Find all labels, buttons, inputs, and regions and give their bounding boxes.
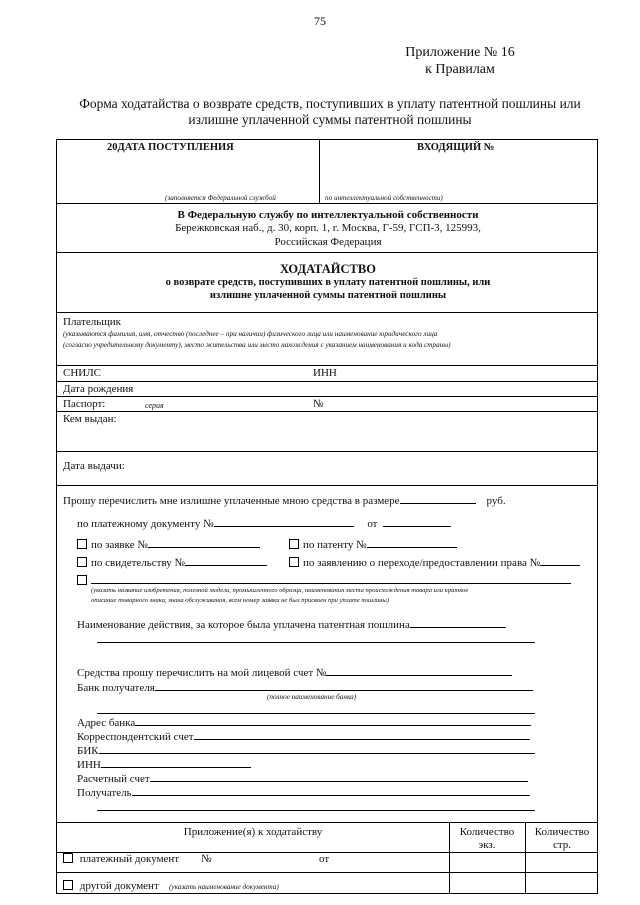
pages-head-2: стр.: [552, 839, 572, 851]
option-application: [77, 536, 260, 551]
corr-account-field[interactable]: [194, 728, 530, 740]
option-certificate: [77, 554, 267, 569]
settlement-account-field[interactable]: [150, 770, 528, 782]
passport-label: Паспорт:: [63, 398, 106, 410]
attachment-other-label: другой документ: [79, 880, 159, 892]
payer-label: Плательщик: [63, 316, 121, 328]
passport-series-label: серия: [145, 401, 164, 410]
snils-line: [57, 381, 597, 382]
action-label: Наименование действия, за которое была уплачена патентная пошлина: [77, 619, 410, 631]
attachment-payment-no: №: [201, 853, 212, 865]
passport-number-label: №: [313, 398, 324, 410]
appendix-line1: Приложение № 16: [405, 45, 515, 60]
issue-date-line: [57, 485, 597, 486]
issued-by-line: [57, 451, 597, 452]
petition-title: ХОДАТАЙСТВО: [280, 262, 376, 276]
header-note-left: (заполняется Федеральной службой: [165, 194, 276, 202]
attachment-other-hint: (указать наименование документа): [169, 883, 279, 891]
header-bottom-line: [57, 203, 597, 204]
form-title: [60, 96, 600, 128]
payment-doc-label: по платежному документу №: [77, 518, 214, 530]
payer-hint-2: (согласно учредительному документу), место жительства или место нахождения с указанием наименования и кода страны): [63, 341, 451, 349]
appendix-line2: к Правилам: [425, 62, 495, 77]
recipient-line: [77, 784, 530, 799]
attachments-row-line: [57, 872, 597, 873]
corr-account-line: [77, 728, 530, 743]
payment-doc-line: [77, 515, 451, 530]
option-transfer-label: по заявлению о переходе/предоставлении права №: [303, 557, 541, 569]
application-checkbox[interactable]: [77, 539, 87, 549]
request-text: Прошу перечислить мне излишне уплаченные мною средства в размере: [63, 495, 400, 507]
addressee-line3: Российская Федерация: [274, 236, 382, 248]
amount-field[interactable]: [400, 492, 476, 504]
option-transfer: [289, 554, 580, 569]
form-title-line1: Форма ходатайства о возврате средств, поступивших в уплату патентной пошлины или: [79, 96, 581, 111]
certificate-checkbox[interactable]: [77, 557, 87, 567]
snils-label: СНИЛС: [63, 367, 102, 379]
copies-head-1: Количество: [459, 826, 515, 838]
bik-field[interactable]: [99, 742, 535, 754]
other-hint-1: (указать название изобретения, полезной модели, промышленного образца, наименования места происхождения товара или краткое: [91, 587, 469, 594]
bank-address-line: [77, 714, 531, 729]
bank-inn-line: [77, 756, 251, 771]
copies-head-2: экз.: [478, 839, 496, 851]
settlement-account-label: Расчетный счет: [77, 773, 150, 785]
bik-label: БИК: [77, 745, 99, 757]
header-divider: [319, 140, 320, 203]
recipient-field[interactable]: [132, 784, 530, 796]
action-field-line2[interactable]: [97, 642, 535, 643]
bank-name-field[interactable]: [155, 679, 533, 691]
option-other: [77, 572, 571, 587]
other-hint-2: описание товарного знака, знака обслуживания, всем номер заявки не был присвоен при уплате пошлины): [91, 597, 390, 604]
rub-label: руб.: [486, 495, 506, 507]
pages-head-1: Количество: [534, 826, 590, 838]
inn-label: ИНН: [313, 367, 337, 379]
attachments-top-line: [57, 822, 597, 823]
attachments-head: Приложение(я) к ходатайству: [183, 826, 323, 838]
option-patent-label: по патенту №: [303, 539, 367, 551]
bank-name-label: Банк получателя: [77, 682, 155, 694]
other-checkbox[interactable]: [77, 575, 87, 585]
attachment-payment-label: платежный документ: [79, 853, 180, 865]
petition-bottom-line: [57, 312, 597, 313]
petition-line2: излишне уплаченной суммы патентной пошлины: [209, 290, 447, 301]
header-note-right: по интеллектуальной собственности): [325, 194, 443, 202]
issue-date-label: Дата выдачи:: [63, 460, 125, 472]
bank-address-field[interactable]: [135, 714, 531, 726]
bank-name-line: [77, 679, 533, 694]
appendix-heading: [380, 44, 540, 78]
transfer-number-field[interactable]: [540, 554, 580, 566]
patent-checkbox[interactable]: [289, 539, 299, 549]
payer-hint-1: (указываются фамилия, имя, отчество (последнее – при наличии) физического лица или наименование юридического лица: [63, 330, 438, 338]
corr-account-label: Корреспондентский счет: [77, 731, 194, 743]
request-line: [63, 492, 506, 507]
application-number-field[interactable]: [148, 536, 260, 548]
option-application-label: по заявке №: [91, 539, 148, 551]
petition-line1: о возврате средств, поступивших в уплату патентной пошлины, или: [165, 277, 491, 288]
incoming-number-label: ВХОДЯЩИЙ №: [417, 142, 495, 153]
payment-doc-field[interactable]: [214, 515, 354, 527]
action-field[interactable]: [410, 616, 506, 628]
option-certificate-label: по свидетельству №: [91, 557, 186, 569]
patent-number-field[interactable]: [367, 536, 457, 548]
account-label: Средства прошу перечислить на мой лицевой счет №: [77, 667, 327, 679]
bik-line: [77, 742, 535, 757]
transfer-checkbox[interactable]: [289, 557, 299, 567]
payment-doc-checkbox[interactable]: [63, 853, 73, 863]
form-title-line2: излишне уплаченной суммы патентной пошлины: [188, 112, 472, 127]
attachment-payment-from: от: [319, 853, 330, 865]
page-number: 75: [314, 14, 326, 28]
birth-line: [57, 396, 597, 397]
bank-address-label: Адрес банка: [77, 717, 136, 729]
action-line: [77, 616, 506, 631]
option-patent: [289, 536, 457, 551]
addressee-line1: В Федеральную службу по интеллектуальной собственности: [177, 209, 479, 221]
account-field[interactable]: [326, 664, 512, 676]
certificate-number-field[interactable]: [185, 554, 267, 566]
payment-doc-date-field[interactable]: [383, 515, 451, 527]
attachment-row-other: [63, 880, 159, 892]
settlement-account-line: [77, 770, 528, 785]
attachment-row-payment: [63, 853, 212, 865]
bank-name-hint: (полное наименование банка): [267, 693, 357, 701]
bank-inn-field[interactable]: [101, 756, 251, 768]
bank-inn-label: ИНН: [77, 759, 101, 771]
payer-bottom-line: [57, 365, 597, 366]
payment-doc-from-label: от: [367, 518, 378, 530]
addressee-line2: Бережковская наб., д. 30, корп. 1, г. Москва, Г-59, ГСП-3, 125993,: [175, 222, 481, 234]
date-received-label: 20ДАТА ПОСТУПЛЕНИЯ: [107, 142, 234, 153]
birth-date-label: Дата рождения: [63, 383, 134, 395]
passport-line: [57, 411, 597, 412]
form-frame: [56, 139, 598, 894]
issued-by-label: Кем выдан:: [63, 413, 117, 425]
account-line: [77, 664, 512, 679]
other-doc-checkbox[interactable]: [63, 880, 73, 890]
recipient-label: Получатель: [77, 787, 132, 799]
recipient-field-line2[interactable]: [97, 810, 535, 811]
other-field[interactable]: [91, 572, 571, 584]
addressee-bottom-line: [57, 252, 597, 253]
